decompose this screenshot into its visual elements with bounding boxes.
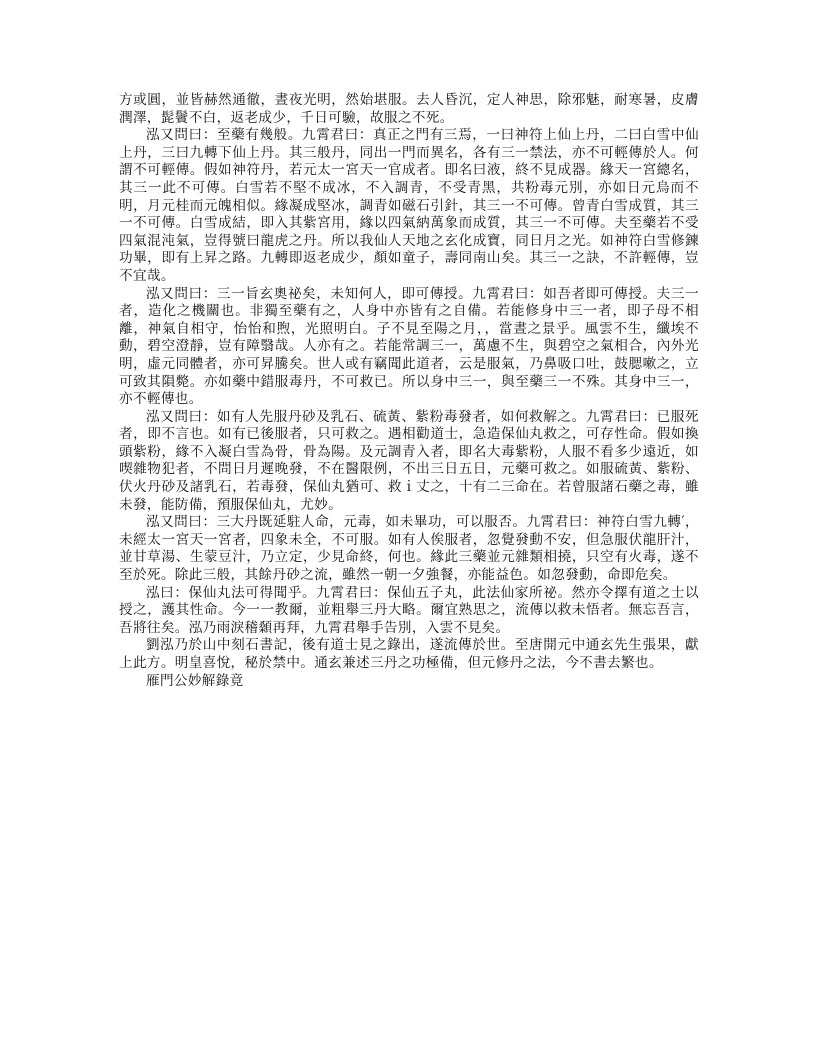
- document-page: [119, 92, 699, 690]
- paragraph-three-elixirs: 泓又問曰：至藥有幾般。九霄君曰：真正之門有三焉，一曰神符上仙上丹，二曰白雪中仙上丹，三曰九轉下仙上丹。其三般丹，同出一門而異名，各有三一禁法，亦不可輕傳於人。何謂不可輕傳。假如神符丹，若元太一宮天一官成者。即名曰液，終不見成器。緣天一宮總名，其三一此不可傳。白雪若不堅不成冰，不入調青，不受青黑，共粉毒元別，亦如日元烏而不明，月元桂而元魄相似。緣凝成堅冰，調青如磁石引針，其三一不可傳。曾青白雪成質，其三一不可傳。白雪成結，即入其紫宮用，緣以四氣納萬象而成質，其三一不可傳。夫至藥若不受四氣混沌氣，豈得號曰龍虎之丹。所以我仙人天地之玄化成寶，同日月之光。如神符白雪修鍊功畢，即有上昇之路。九轉即返老成少，顏如童子，壽同南山矣。其三一之訣，不許輕傳，豈不宜哉。: [119, 127, 699, 284]
- paragraph-unfinished-elixir: 泓又問曰：三大丹既延駐人命，元毒，如未畢功，可以服否。九霄君曰：神符白雪九轉′，未經太一宮天一宮者，四象未全，不可服。如有人俟服者，忽覺發動不安，但急服伏龍肝汁，並甘草湯、生蒙豆汁，乃立定，少見命終，何也。緣此三藥並元雜類相撓，只空有火毒，遂不至於死。除此三般，其餘丹砂之流，雖然一朝一夕強餐，亦能益色。如忽發動，命即危矣。: [119, 514, 699, 584]
- paragraph-baoxian-pill: 泓曰：保仙丸法可得聞乎。九霄君曰：保仙五子丸，此法仙家所祕。然亦令擇有道之士以授之，護其性命。今一一教爾，並粗舉三丹大略。爾宜熟思之，流傳以救未悟者。無忘吾言，吾將往矣。泓乃雨淚稽顙再拜，九霄君舉手告別，入雲不見矣。: [119, 584, 699, 636]
- paragraph-sanyi-transmission: 泓又問曰：三一旨玄奧祕矣，未知何人，即可傳授。九霄君曰：如吾者即可傳授。夫三一者，造化之機關也。非獨至藥有之，人身中亦皆有之自備。若能修身中三一者，即子母不相離，神氣自相守，怡怡和煦，光照明白。子不見至陽之月，，當晝之景乎。風雲不生，纖埃不動，碧空澄靜，豈有障翳哉。人亦有之。若能常調三一，萬慮不生，與碧空之氣相合，內外光明，虛元同體者，亦可昇騰矣。世人或有竊聞此道者，云是服氣，乃鼻吸口吐，鼓腮嗽之，立可致其隕斃。亦如藥中錯服毒丹，不可救已。所以身中三一，與至藥三一不殊。其身中三一，亦不輕傳也。: [119, 285, 699, 408]
- paragraph-continuation: 方或圓，並皆赫然通徹，晝夜光明，然始堪服。去人昏沉，定人神思，除邪魅，耐寒暑，皮膚潤澤，髭鬢不白，返老成少，千日可驗，故服之不死。: [119, 92, 699, 126]
- paragraph-stone-record: 劉泓乃於山中刻石書記，後有道士見之錄出，遂流傳於世。至唐開元中通玄先生張果，獻上此方。明皇喜悅，秘於禁中。通玄兼述三丹之功極備，但元修丹之法，今不書去繁也。: [119, 637, 699, 671]
- closing-colophon: 雁門公妙解錄竟: [146, 672, 244, 689]
- paragraph-poison-remedy: 泓又問曰：如有人先服丹砂及乳石、硫黃、紫粉毒發者，如何救解之。九霄君曰：已服死者，即不言也。如有已後服者，只可救之。遇相勸道士，急造保仙丸救之，可存性命。假如換頭紫粉，緣不入凝白雪為骨，骨為陽。及元調青入者，即名大毒紫粉，人服不看多少遠近，如喫雜物犯者，不問日月遲晚發，不在醫限例，不出三日五日，元藥可救之。如服硫黃、紫粉、伏火丹砂及諸乳石，若毒發，保仙丸猶可、救ｉ丈之，十有二三命在。若曾服諸石藥之毒，雖未發，能防備，預服保仙丸，尤妙。: [119, 408, 699, 513]
